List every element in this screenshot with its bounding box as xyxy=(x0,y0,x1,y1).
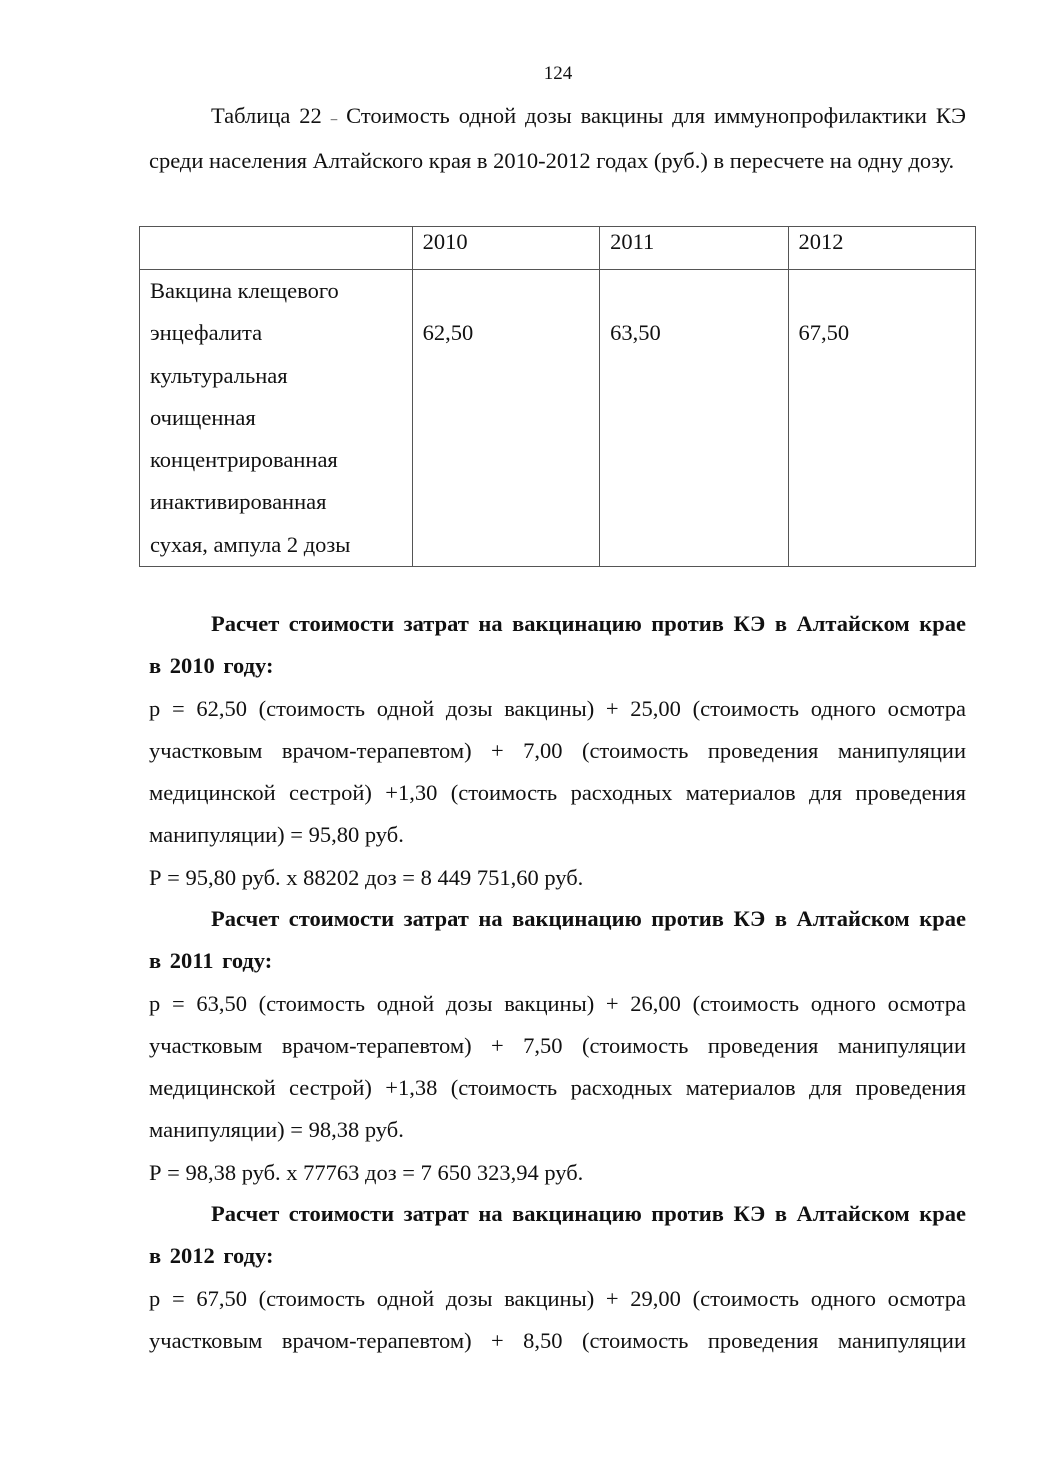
section-formula: р = 67,50 (стоимость одной дозы вакцины) + 29,00 (стоимость одного осмотра участковым врачом-терапевтом) + 8,50 (стоимость проведения манипуляции xyxy=(149,1285,966,1353)
section-heading: Расчет стоимости затрат на вакцинацию против КЭ в Алтайском крае в 2011 году: xyxy=(149,906,966,974)
label-line: культуральная xyxy=(150,362,288,388)
table-header-cell-2012: 2012 xyxy=(788,227,975,270)
section-total: Р = 95,80 руб. х 88202 доз = 8 449 751,60 руб. xyxy=(149,864,584,890)
table-cell-2011: 63,50 xyxy=(600,270,788,567)
table-caption-block xyxy=(149,95,966,183)
section-heading: Расчет стоимости затрат на вакцинацию против КЭ в Алтайском крае в 2010 году: xyxy=(149,611,966,679)
label-line: Вакцина клещевого xyxy=(150,278,339,303)
page-number: 124 xyxy=(543,63,573,84)
table-header-cell-2010: 2010 xyxy=(412,227,599,270)
table-row xyxy=(140,270,976,567)
table-caption-text: Стоимость одной дозы вакцины для иммунопрофилактики КЭ среди населения Алтайского края в 2010-2012 годах (руб.) в пересчете на одну дозу. xyxy=(149,103,967,174)
section-formula: р = 62,50 (стоимость одной дозы вакцины) + 25,00 (стоимость одного осмотра участковым врачом-терапевтом) + 7,00 (стоимость проведения манипуляции медицинской сестрой) +1,30 (стоимость расходных материалов для проведения манипуляции) = 95,80 руб. xyxy=(149,695,966,848)
table-row-label xyxy=(140,270,413,567)
table-cell-2010: 62,50 xyxy=(412,270,599,567)
table-caption xyxy=(149,95,966,183)
section-heading: Расчет стоимости затрат на вакцинацию против КЭ в Алтайском крае в 2012 году: xyxy=(149,1201,966,1269)
table-header-cell-2011: 2011 xyxy=(600,227,788,270)
calculation-section-2012 xyxy=(149,1193,966,1362)
table-caption-dash: – xyxy=(330,111,338,126)
section-total: Р = 98,38 руб. х 77763 доз = 7 650 323,94 руб. xyxy=(149,1159,584,1185)
table-header-row xyxy=(140,227,976,270)
label-line: энцефалита xyxy=(150,320,263,346)
label-line: сухая, ампула 2 дозы xyxy=(150,531,351,557)
section-formula: р = 63,50 (стоимость одной дозы вакцины) + 26,00 (стоимость одного осмотра участковым врачом-терапевтом) + 7,50 (стоимость проведения манипуляции медицинской сестрой) +1,38 (стоимость расходных материалов для проведения манипуляции) = 98,38 руб. xyxy=(149,990,966,1143)
label-line: концентрированная xyxy=(150,447,338,473)
label-line: инактивированная xyxy=(150,489,327,515)
calculation-section-2011 xyxy=(149,898,966,1194)
table-header-cell-empty xyxy=(140,227,413,270)
table-cell-2012: 67,50 xyxy=(788,270,975,567)
table-caption-prefix: Таблица 22 xyxy=(211,103,322,128)
vaccine-cost-table xyxy=(139,226,976,567)
label-line: очищенная xyxy=(150,404,256,430)
calculation-section-2010 xyxy=(149,603,966,899)
